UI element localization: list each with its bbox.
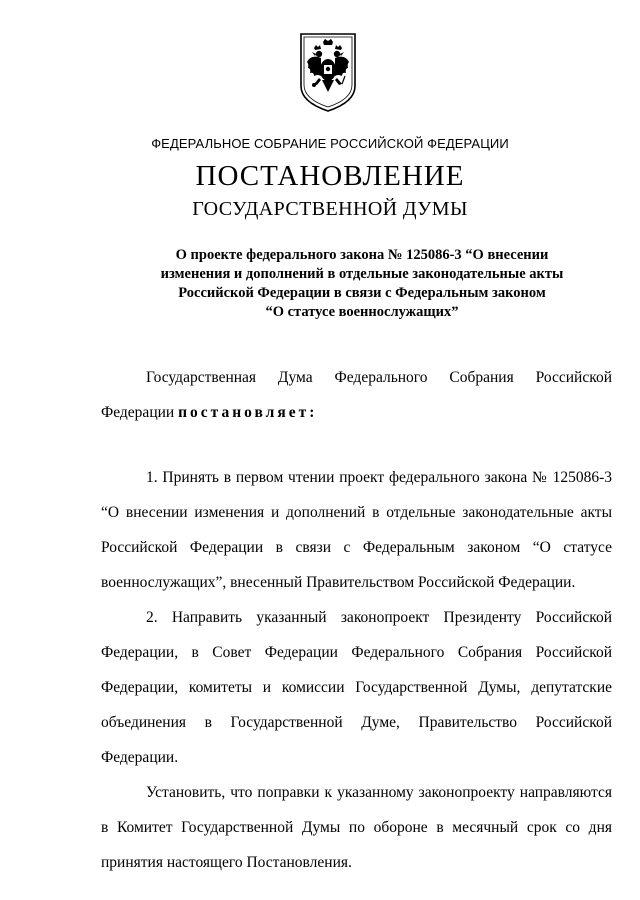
resolution-item-1: 1. Принять в первом чтении проект федерального закона № 125086-3 “О внесении изменения и дополнений в отдельные законодательные акты Российской Федерации в связи с Федеральным законом “О статусе военнослужащих”, внесенный Правительством Российской Федерации.: [101, 469, 612, 591]
subject-line: Российской Федерации в связи с Федеральным законом: [178, 285, 546, 301]
preamble-line: Государственная Дума Федерального Собрания Российской: [146, 369, 612, 386]
russian-double-headed-eagle-icon: [297, 28, 359, 114]
issuer-heading: ГОСУДАРСТВЕННОЙ ДУМЫ: [192, 198, 468, 220]
resolution-item-2: 2. Направить указанный законопроект Президенту Российской Федерации, в Совет Федерации Федерального Собрания Российской Федерации, комитеты и комиссии Государственной Думы, депутатские объединения в Государственной Думе, Правительство Российской Федерации.: [101, 609, 612, 766]
subject-line: “О статусе военнослужащих”: [265, 304, 459, 320]
document-subject: [150, 246, 574, 322]
subject-line: изменения и дополнений в отдельные законодательные акты: [160, 266, 564, 282]
document-type-title: ПОСТАНОВЛЕНИЕ: [195, 160, 465, 192]
preamble-verb: постановляет:: [178, 404, 318, 421]
closing-paragraph: Установить, что поправки к указанному законопроекту направляются в Комитет Государственной Думы по обороне в месячный срок со дня принятия настоящего Постановления.: [101, 784, 612, 871]
organization-heading: ФЕДЕРАЛЬНОЕ СОБРАНИЕ РОССИЙСКОЙ ФЕДЕРАЦИИ: [151, 136, 509, 151]
preamble-end: [101, 395, 612, 430]
subject-line: О проекте федерального закона № 125086-3 “О внесении: [175, 247, 549, 263]
preamble-end-text: Федерации: [101, 404, 175, 421]
